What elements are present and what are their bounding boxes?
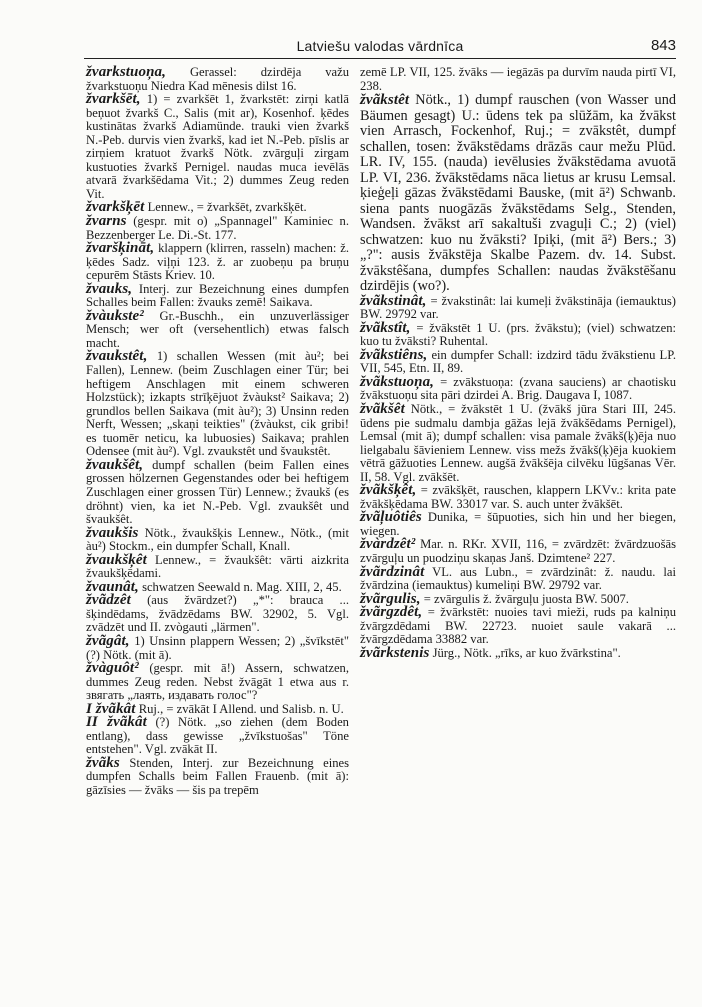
entry-headword: žvaršķināt, [86,240,155,257]
entry-definition: (gespr. mit ā!) Assern, schwatzen, dummes Zeug reden. Nebst žvāgāt 1 etwa aus r. звягать „лаять, издавать голос"? [86,661,349,703]
entry-headword: žvãļuôtiês [360,509,422,526]
entry-definition: = žvakstinât: lai kumeļi žvākstināja (iemauktus) BW. 29792 var. [360,293,676,322]
entry-headword: I žvãkât [86,700,136,717]
dictionary-entry [360,400,676,484]
entry-headword: žvãdzêt [86,592,131,609]
dictionary-entry [360,606,676,647]
entry-definition: Stenden, Interj. zur Bezeichnung eines dumpfen Schalls beim Fallen Frauenb. (mit ā): gāzīsies — žvāks — šis pa trepēm [86,755,349,797]
entry-headword: žvãrgzdêt, [360,604,423,621]
dictionary-entry [86,551,349,581]
entry-headword: žvarkstuoņa, [86,64,166,80]
entry-definition: = zvākstuoņa: (zvana sauciens) ar chaotisku žvākstuoņu sita pāri dzirdei A. Brig. Daugava I, 1087. [360,374,676,403]
entry-definition: zemē LP. VII, 125. žvāks — iegāzās pa durvīm nauda pirtī VI, 238. [360,65,676,93]
entry-headword: žvaukšêt, [86,456,144,473]
left-column [86,66,349,798]
entry-definition: 1) schallen Wessen (mit àu²; bei Fallen), Lennew. (beim Zuschlagen einer Tür; bei heftigem Anschlagen mit einem schweren Holzstück); izkapts strīķējuot žvàukst² Saikava; 2) grundlos bellen Saikava (mit àu²); 3) Unsinn reden Nerft, Wessen; „skaņi teikties" (žvàukst, cik gribi! es tuomēr neticu, ka lubuosies) Saikava; prahlen Odensee (mit àu²). Vgl. zvaukstêt und švaukstêt. [86,349,349,459]
entry-definition: 1) = zvarkšēt 1, žvarkstēt: zirņi katlā beņuot žvarkš C., Salis (mit ar), Kosenhof. ķēdes kustinātas žvarkš Adiamünde. trauki vien žvarkš N.-Peb. durvis vien žvarkš, kad iet N.-Peb. pīslis ar zirņiem kratuot žvarkš Nötk. zvārguļi zirgam kustuoties žvarkš Pernigel. naudas muca ievēlās atvarā žvarkšēdama Vit.; 2) dummes Zeug reden Vit. [86,92,349,201]
entry-definition: Gr.-Buschh., ein unzuverlässiger Mensch; wer oft (versehentlich) etwas falsch macht. [86,308,349,350]
dictionary-entry [86,456,349,527]
dictionary-entry [360,292,676,322]
dictionary-entry [86,716,349,757]
entry-definition: Lennew., = žvaukšêt: vārti aizkrita žvaukšķēdami. [86,552,349,581]
entry-headword: žvaunât, [86,578,139,595]
entry-definition: VL. aus Lubn., = zvārdzinât: ž. naudu. lai žvārdzina (iemauktus) kumeliņi BW. 29792 var. [360,564,677,593]
entry-definition: Jürg., Nötk. „rīks, ar kuo žvārkstina". [432,645,621,660]
dictionary-entry [86,754,349,798]
entry-headword: žvarkšķēt [86,199,145,216]
right-column [360,66,676,660]
dictionary-entry [86,350,349,458]
entry-headword: žvaukstêt, [86,348,148,365]
dictionary-entry [360,511,676,538]
entry-definition: = žvākstēt 1 U. (prs. žvākstu); (viel) schwatzen: kuo tu žvāksti? Ruhental. [360,320,676,349]
dictionary-entry [86,280,349,310]
entry-definition: schwatzen Seewald n. Mag. XIII, 2, 45. [142,579,342,594]
entry-definition: 1) Unsinn plappern Wessen; 2) „švīkstēt" (?) Nötk. (mit ā). [86,633,350,662]
dictionary-entry [360,644,676,661]
entry-headword: žvaukšis [86,524,139,541]
entry-definition: Nötk., 1) dumpf rauschen (von Wasser und Bäumen gesagt) U.: ūdens tek pa slūžām, ka žvākst vien Arrasch, Fockenhof, Ruj.; = zvākstêt, dumpf schallen, tosen: žvākstēdams drāzās caur mežu Plūd. LR. IV, 155. (nauda) ievēlusies žvākstēdama avuotā LP. VI, 236. žvākstēdams nāca lietus ar krusu Lemsal. ķieģeļi gāzas žvākstēdami Bauske, (mit ā²) Schwanb. siena pants nuogāzās žvākstēdams Selg., Stenden, Wandsen. žvākst arī sakaltuši zvaguļi C.; 2) (viel) schwatzen: kuo nu žvāksti? Ipiķi, (mit ā²) Bers.; 3) „?": ausis žvākstēja Skalbe Pazem. dv. 14. Subst. žvākstêšana, dumpfes Schallen: naudas žvākstēšanu dzirdējis (wo?). [360,92,676,295]
entry-definition: Gerassel: dzirdēja važu žvarkstuoņu Niedra Kad mēnesis dilst 16. [86,65,350,93]
entry-definition: Nötk., = žvākstēt 1 U. (žvākš jūra Stari III, 245. ūdens pie sudmalu dambja gāžas lejā žvākšēdams Pernigel), Lemsal (mit ā); dumpf schallen: visa pamale žvākš(ķ)ēja nuo lielgabalu šāvieniem Lennew. viss mežs žvākš(ķ)ēja kuokiem vētrā gāžuoties Lennew. augšā žvākšēja cilvēku lūgšanas Vēr. II, 58. Vgl. zvākšēt. [360,401,676,484]
entry-headword: žvarkšēt, [86,91,141,108]
entry-definition: Dunika, = šūpuoties, sich hin und her biegen, wiegen. [360,510,676,538]
dictionary-entry [360,346,676,376]
entry-headword: žvaukšķêt [86,551,147,568]
entry-headword: žvãrdzinât [360,563,425,580]
entry-definition: (?) Nötk. „so ziehen (dem Boden entlang), dass gewisse „žvīkstuošas" Töne entstehen". Vgl. zvākāt II. [86,715,349,757]
dictionary-entry [360,373,676,403]
dictionary-entry [86,215,349,242]
entry-headword: žvãgât, [86,632,130,649]
entry-definition: (aus žvārdzet?) „*": brauca ... šķindēdams, žvādzēdams BW. 32902, 5. Vgl. zvādzēt und II. zvògauti „lärmen". [86,593,349,635]
entry-definition: (gespr. mit o) „Spannagel" Kaminiec n. Bezzenberger Le. Di.-St. 177. [86,214,349,242]
entry-headword: žvàrdzêt² [360,536,416,553]
entry-definition: Mar. n. RKr. XVII, 116, = zvārdzēt: žvārdzuošās zvārguļu un puodziņu skaņas Janš. Dzimtene² 227. [360,537,676,565]
entry-headword: žvãkstêt [360,92,410,109]
dictionary-entry [86,242,349,283]
dictionary-entry [360,93,676,295]
dictionary-entry [360,484,676,511]
dictionary-entry [86,307,349,351]
entry-headword: žvãkšķêt, [360,482,417,499]
entry-definition: Lennew., = žvarkšēt, zvarkšķēt. [147,200,307,215]
entry-definition: dumpf schallen (beim Fallen eines grossen hölzernen Gegenstandes oder bei heftigem Zuschlagen einer grossen Tür) Lennew.; žvaukš (es dröhnt) vien, ka iet N.-Peb. Vgl. zvaukšêt und švaukšêt. [86,457,349,527]
entry-definition: klappern (klirren, rasseln) machen: ž. ķēdes Sadz. viļņi 123. ž. ar zuobeņu pa bruņu cepurēm Stāsts Kriev. 10. [86,241,349,283]
dictionary-entry [86,662,349,703]
dictionary-entry [86,632,350,662]
entry-headword: žvãkstinât, [360,292,427,309]
entry-headword: žvauks, [86,280,133,297]
page-header [84,36,676,59]
dictionary-entry [86,93,349,201]
dictionary-entry [86,524,349,554]
dictionary-entry [86,594,349,635]
entry-headword: žvãks [86,754,120,771]
entry-headword: žvãkstiêns, [360,346,428,363]
entry-definition: ein dumpfer Schall: izdzird tādu žvākstienu LP. VII, 545, Etn. II, 89. [360,347,676,376]
entry-definition: = zvārgulis ž. žvārguļu juosta BW. 5007. [423,591,629,606]
entry-headword: žvãkstît, [360,319,411,336]
entry-definition: Interj. zur Bezeichnung eines dumpfen Schalles beim Fallen: žvauks zemē! Saikava. [86,281,349,310]
entry-headword: žvàguôt² [86,660,139,677]
dictionary-entry [360,319,676,349]
entry-definition: Nötk., žvaukšķis Lennew., Nötk., (mit àu²) Stockm., ein dumpfer Schall, Knall. [86,525,349,554]
entry-headword: žvãkšêt [360,400,405,417]
entry-definition: = zvākšķēt, rauschen, klappern LKVv.: krita pate žvākšķēdama BW. 33017 var. S. auch unter žvākšēt. [360,483,676,511]
entry-headword: žvãrgulis, [360,590,421,607]
entry-headword: II žvãkât [86,714,147,731]
entry-headword: žvàukste² [86,307,144,324]
page-title: Latviešu valodas vārdnīca [296,38,464,54]
dictionary-entry [360,538,676,565]
entry-definition: = žvārkstēt: nuoies tavi mieži, ruds pa kalniņu žvārgzdēdami BW. 22723. nuoiet saule vakarā ... žvārgzdēdama 33882 var. [360,605,676,647]
entry-definition: Ruj., = zvākāt I Allend. und Salisb. n. U. [138,701,344,716]
entry-headword: žvãkstuoņa, [360,373,435,390]
dictionary-entry [360,66,676,93]
page-number: 843 [650,37,676,54]
entry-headword: žvãrkstenis [360,644,430,661]
entry-headword: žvarns [86,213,127,230]
dictionary-entry [360,563,677,593]
dictionary-entry [86,66,349,93]
